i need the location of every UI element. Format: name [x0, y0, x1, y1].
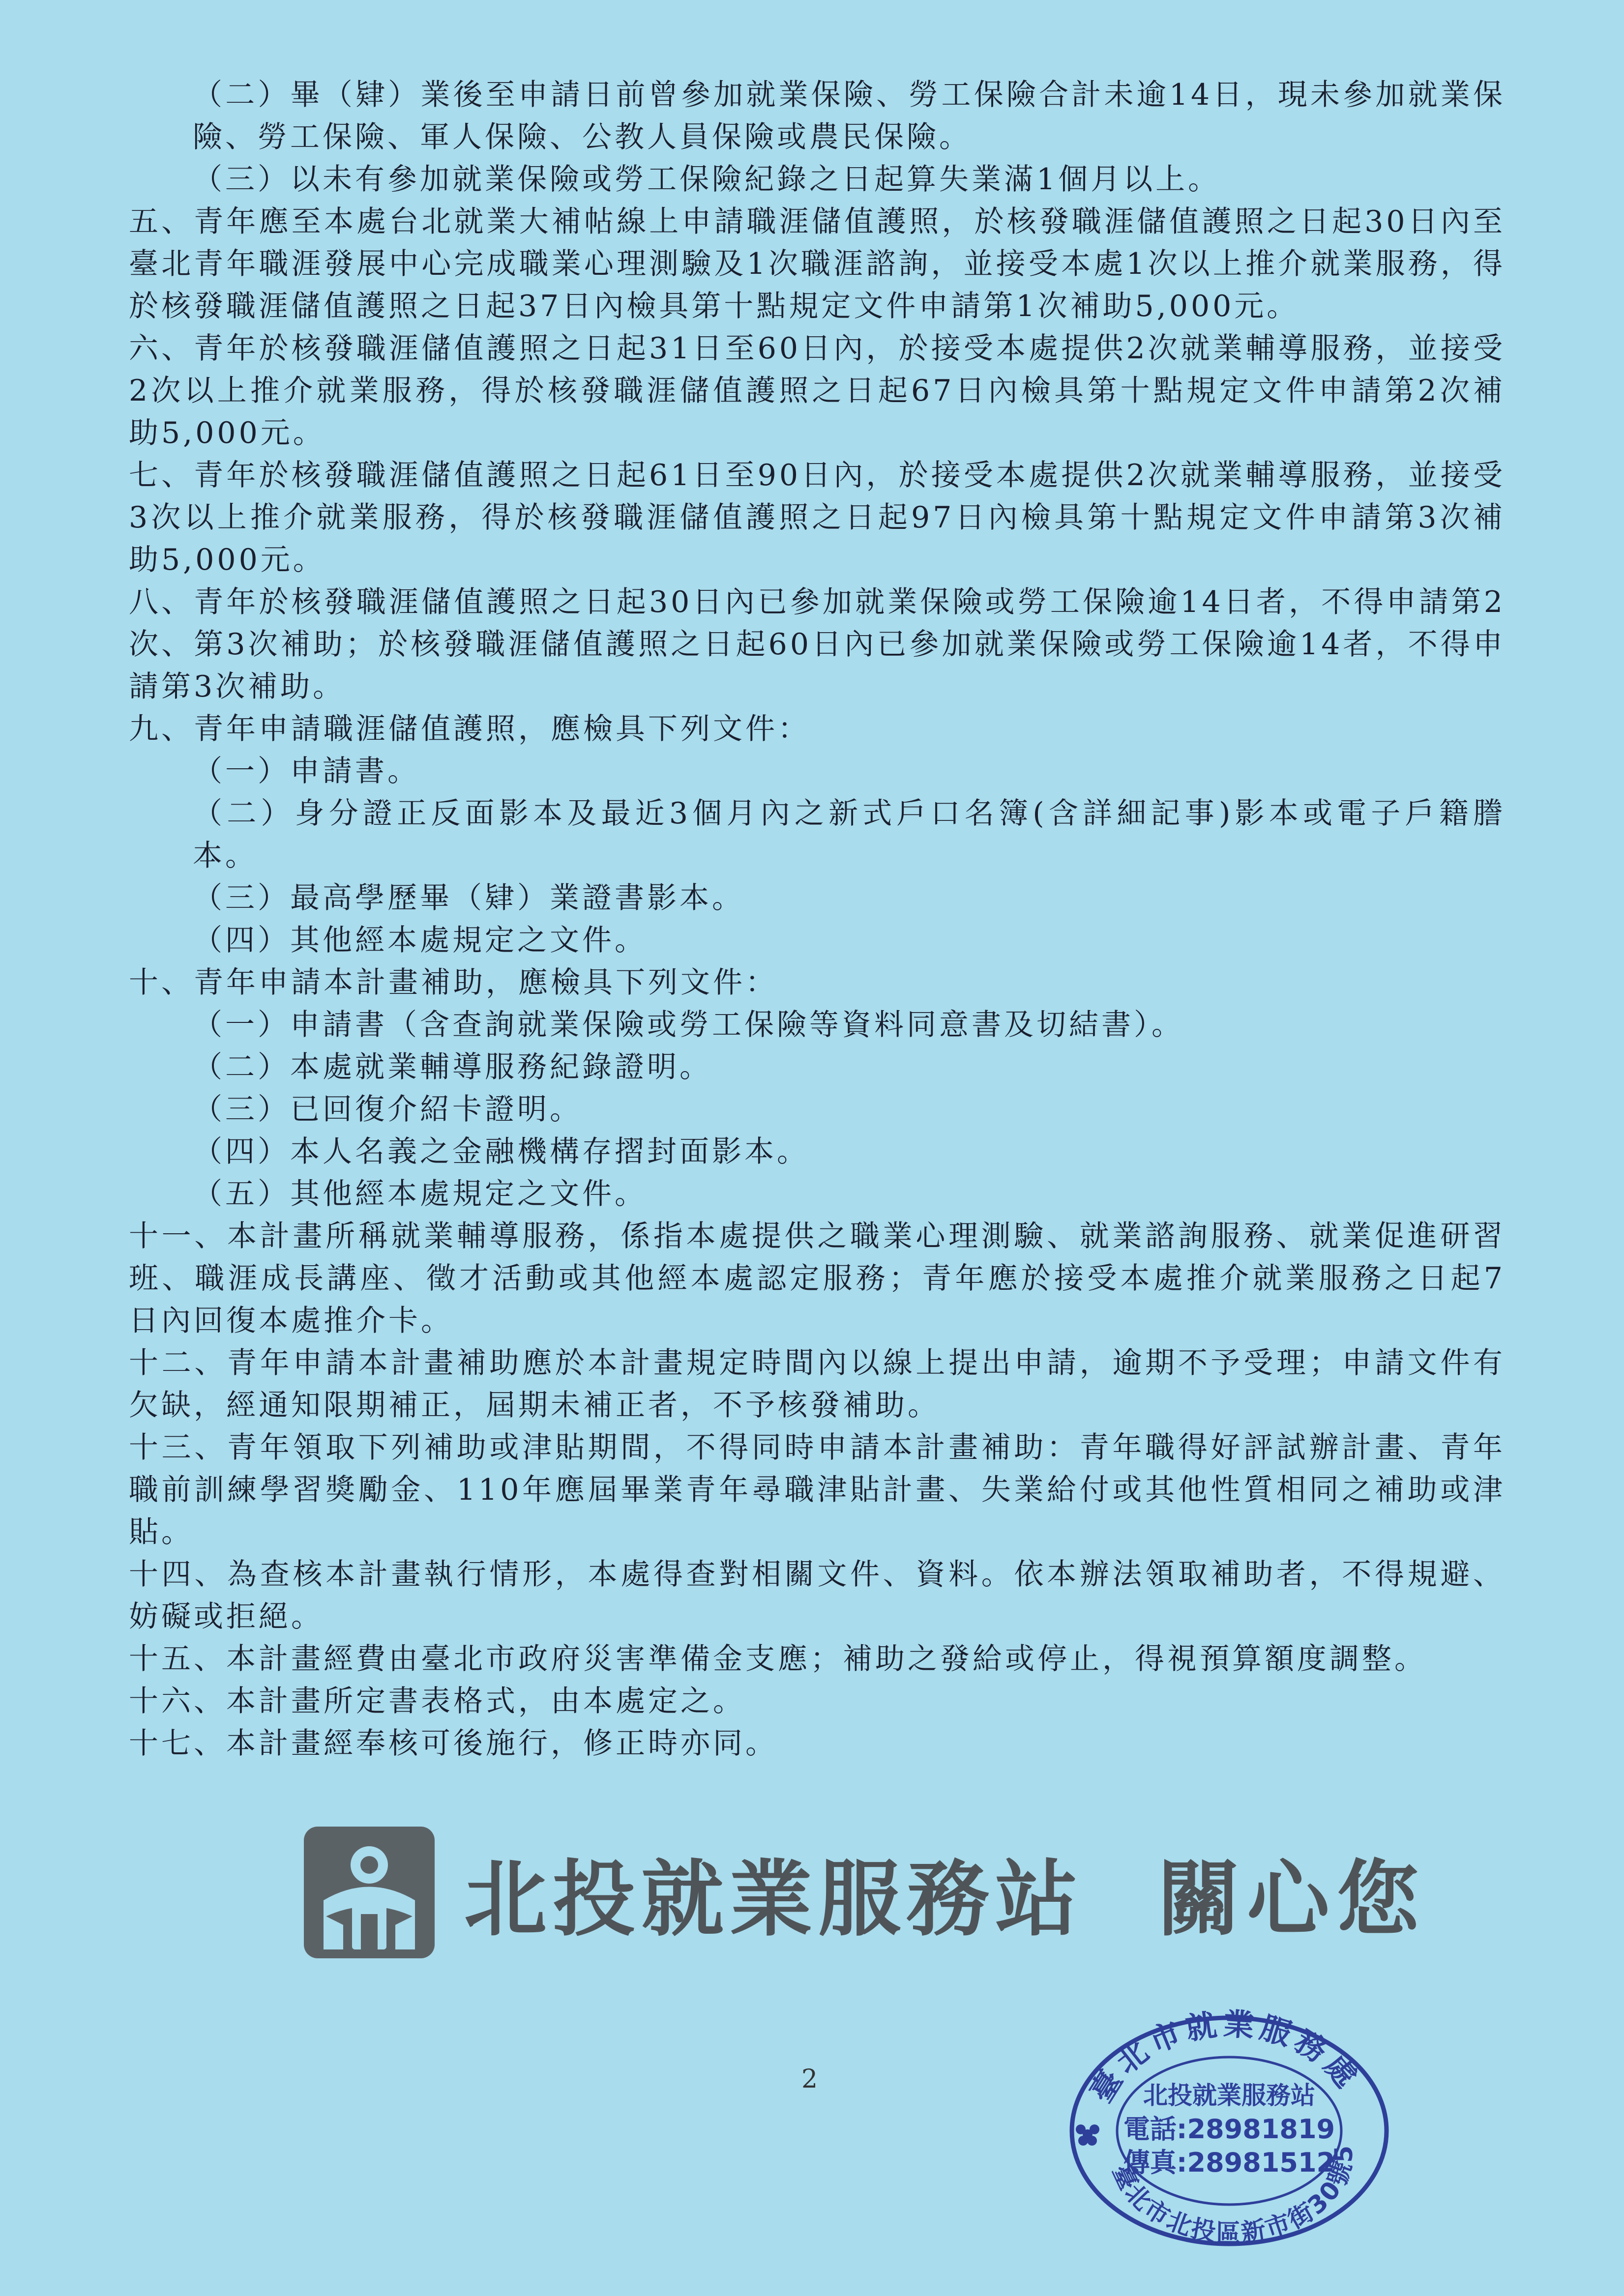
paragraph: 八、青年於核發職涯儲值護照之日起30日內已參加就業保險或勞工保險逾14日者，不得申請第2次、第3次補助；於核發職涯儲值護照之日起60日內已參加就業保險或勞工保險逾14者，不得申請第3次補助。: [129, 585, 1506, 704]
employment-service-logo-icon: [304, 1827, 435, 1958]
footer-banner: [304, 1819, 1435, 1966]
page-number: 2: [801, 2064, 818, 2094]
plum-blossom-icon: [1076, 2124, 1099, 2146]
stamp-station-text: 北投就業服務站: [1143, 2081, 1315, 2110]
paragraph: （三）以未有參加就業保險或勞工保險紀錄之日起算失業滿1個月以上。: [193, 162, 1221, 197]
paragraph: 九、青年申請職涯儲值護照，應檢具下列文件：: [129, 712, 810, 746]
paragraph: （二）本處就業輔導服務紀錄證明。: [193, 1050, 712, 1084]
paragraph: （三）已回復介紹卡證明。: [193, 1092, 582, 1127]
stamp-fax-text: 傳真:28981512: [1123, 2147, 1335, 2178]
paragraph: （二）身分證正反面影本及最近3個月內之新式戶口名簿(含詳細記事)影本或電子戶籍謄本。: [193, 796, 1506, 873]
paragraph: （一）申請書。: [193, 754, 420, 788]
paragraph: （三）最高學歷畢（肄）業證書影本。: [193, 881, 744, 915]
paragraph: 七、青年於核發職涯儲值護照之日起61日至90日內，於接受本處提供2次就業輔導服務，並接受3次以上推介就業服務，得於核發職涯儲值護照之日起97日內檢具第十點規定文件申請第3次補助5,000元。: [129, 458, 1506, 577]
document-body: [129, 74, 1506, 1765]
station-name: 北投就業服務站: [464, 1851, 1084, 1947]
paragraph: 十一、本計畫所稱就業輔導服務，係指本處提供之職業心理測驗、就業諮詢服務、就業促進研習班、職涯成長講座、徵才活動或其他經本處認定服務；青年應於接受本處推介就業服務之日起7日內回復本處推介卡。: [129, 1219, 1506, 1338]
paragraph: （二）畢（肄）業後至申請日前曾參加就業保險、勞工保險合計未逾14日，現未參加就業保險、勞工保險、軍人保險、公教人員保險或農民保險。: [193, 78, 1506, 154]
paragraph: （一）申請書（含查詢就業保險或勞工保險等資料同意書及切結書）。: [193, 1008, 1184, 1042]
stamp-address-text: 臺北市北投區新市街30號5: [1107, 2143, 1358, 2248]
paragraph: （四）其他經本處規定之文件。: [193, 923, 647, 958]
paragraph: 五、青年應至本處台北就業大補帖線上申請職涯儲值護照，於核發職涯儲值護照之日起30日內至臺北青年職涯發展中心完成職業心理測驗及1次職涯諮詢，並接受本處1次以上推介就業服務，得於核發職涯儲值護照之日起37日內檢具第十點規定文件申請第1次補助5,000元。: [129, 204, 1506, 323]
paragraph: 十五、本計畫經費由臺北市政府災害準備金支應；補助之發給或停止，得視預算額度調整。: [129, 1642, 1427, 1676]
paragraph: 十七、本計畫經奉核可後施行，修正時亦同。: [129, 1726, 778, 1761]
paragraph: 十四、為查核本計畫執行情形，本處得查對相關文件、資料。依本辦法領取補助者，不得規避、妨礙或拒絕。: [129, 1557, 1506, 1634]
paragraph: 十、青年申請本計畫補助，應檢具下列文件：: [129, 965, 778, 1000]
official-seal-stamp: [1057, 2005, 1401, 2251]
paragraph: 十六、本計畫所定書表格式，由本處定之。: [129, 1684, 745, 1718]
paragraph: （四）本人名義之金融機構存摺封面影本。: [193, 1134, 809, 1169]
paragraph: 十二、青年申請本計畫補助應於本計畫規定時間內以線上提出申請，逾期不予受理；申請文件有欠缺，經通知限期補正，屆期未補正者，不予核發補助。: [129, 1346, 1506, 1423]
stamp-phone-text: 電話:28981819: [1123, 2114, 1335, 2145]
care-slogan: 關心您: [1157, 1851, 1426, 1947]
paragraph: 十三、青年領取下列補助或津貼期間，不得同時申請本計畫補助：青年職得好評試辦計畫、青年職前訓練學習獎勵金、110年應屆畢業青年尋職津貼計畫、失業給付或其他性質相同之補助或津貼。: [129, 1430, 1506, 1549]
paragraph: 六、青年於核發職涯儲值護照之日起31日至60日內，於接受本處提供2次就業輔導服務，並接受2次以上推介就業服務，得於核發職涯儲值護照之日起67日內檢具第十點規定文件申請第2次補助5,000元。: [129, 331, 1506, 450]
stamp-outer-text: 臺北市就業服務處: [1083, 2005, 1367, 2109]
paragraph: （五）其他經本處規定之文件。: [193, 1177, 647, 1211]
